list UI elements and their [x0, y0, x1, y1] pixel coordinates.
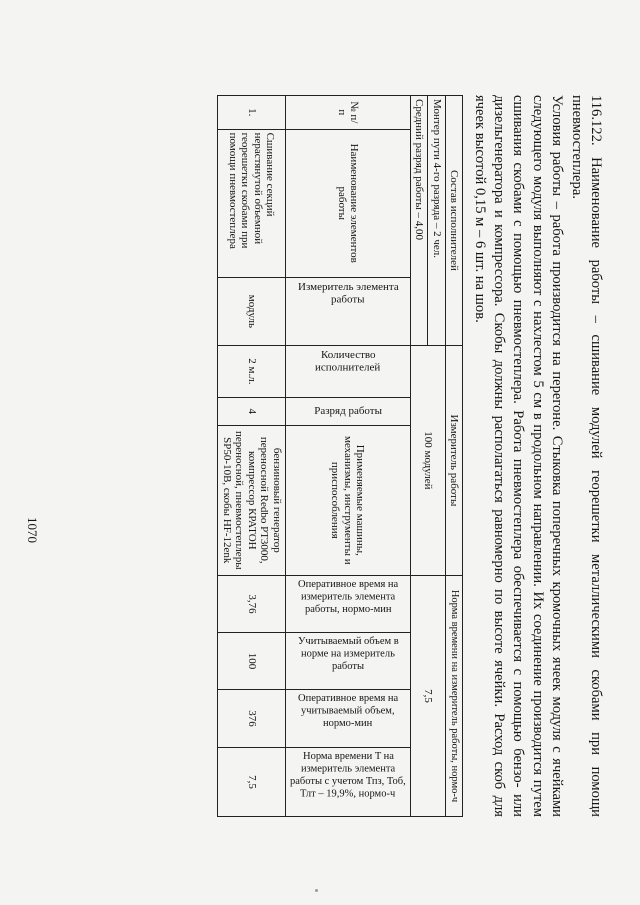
- work-conditions: Условия работы – работа производится на перегоне. Стыковка поперечных кромочных ячеек модуля с ячейками следующего модуля выполняют с нахлестом 5 см в продольном направлении. Их соединение производится путем сшивания скобами с помощью пневмостеплера. Работа пневмостеплера обеспечивается с помощью бензо- или дизельгенератора и компрессора. Скобы должны располагаться равномерно по высоте ячейки. Расход скоб для ячеек высотой 0,15 м – 6 шт. на шов.: [471, 95, 566, 817]
- meter-value: 100 модулей: [410, 345, 445, 575]
- cell-num: 1.: [218, 96, 286, 130]
- cell-op-time: 3,76: [218, 575, 286, 632]
- cell-elem-meter: модуль: [218, 277, 286, 345]
- cell-grade: 4: [218, 397, 286, 425]
- col-norm-t: Норма времени T на измеритель элемента работы с учетом Тпз, Тоб, Тлт – 19,9%, нормо-ч: [285, 747, 410, 816]
- col-num: № п/п: [285, 96, 410, 130]
- cell-machines: бензиновый генератор переносной Redbo PT3000, компрессор КРАТОН переносной, пневмостеплеры SP50-10B, скобы HF-12enk: [218, 425, 286, 575]
- table-row: [218, 96, 286, 817]
- staff-line-1: Монтер пути 4-го разряда – 2 чел.: [428, 96, 446, 346]
- section-title: 116.122. Наименование работы – сшивание модулей георешетки металлическими скобами при помощи пневмостеплера.: [568, 95, 604, 817]
- norm-value: 7,5: [410, 575, 445, 816]
- header-staff: Состав исполнителей: [445, 96, 463, 346]
- scan-speck: [315, 889, 318, 892]
- col-name: Наименование элементов работы: [285, 129, 410, 277]
- col-op-time-vol: Оперативное время на учитываемый объем, нормо-мин: [285, 689, 410, 747]
- col-op-time: Оперативное время на измеритель элемента работы, нормо-мин: [285, 575, 410, 632]
- header-meter: Измеритель работы: [445, 345, 463, 575]
- norm-table: [217, 95, 463, 817]
- header-norm: Норма времени на измеритель работы, нормо-ч: [445, 575, 463, 816]
- cell-name: Сшивание секций нерастянутой объемной георешетки скобами при помощи пневмостеплера: [218, 129, 286, 277]
- section-text: [469, 95, 605, 817]
- col-volume: Учитываемый объем в норме на измеритель работы: [285, 632, 410, 689]
- rotated-content: [105, 95, 605, 817]
- col-count: Количество исполнителей: [285, 345, 410, 397]
- cell-count: 2 м.л.: [218, 345, 286, 397]
- cell-op-time-vol: 376: [218, 689, 286, 747]
- page-number: 1070: [25, 517, 40, 543]
- cell-norm-t: 7,5: [218, 747, 286, 816]
- staff-line-2: Средний разряд работы – 4,00: [410, 96, 428, 346]
- col-grade: Разряд работы: [285, 397, 410, 425]
- col-elem-meter: Измеритель элемента работы: [285, 277, 410, 345]
- col-machines: Применяемые машины, механизмы, инструменты и приспособления: [285, 425, 410, 575]
- cell-volume: 100: [218, 632, 286, 689]
